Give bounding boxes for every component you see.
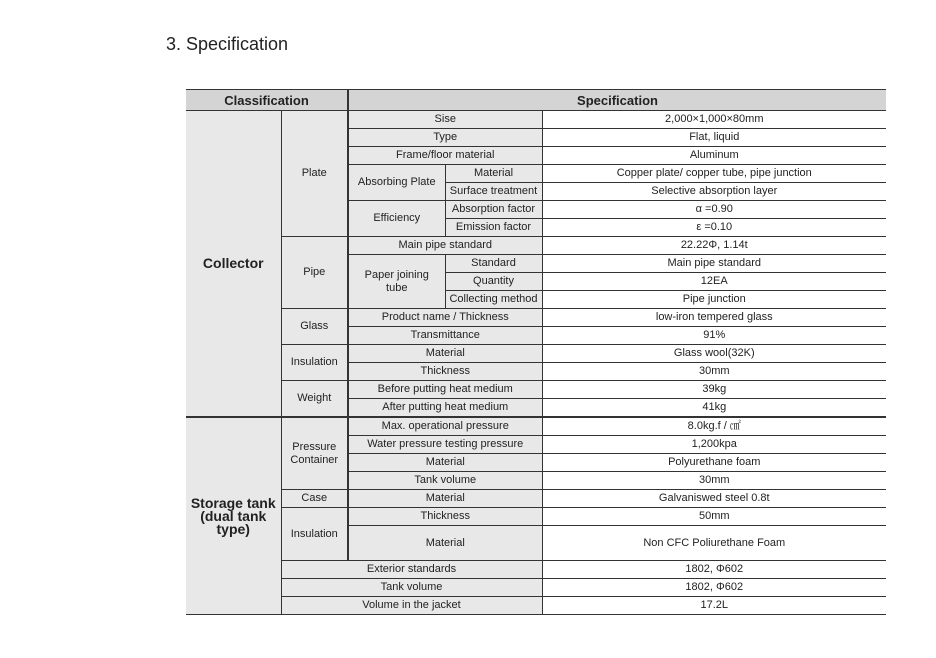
row-value: α =0.90: [542, 201, 886, 219]
subgroup-weight: Weight: [281, 381, 348, 418]
row-value: 30mm: [542, 472, 886, 490]
subgroup-insulation: Insulation: [281, 508, 348, 561]
page-title: 3. Specification: [166, 34, 289, 54]
row-value: Polyurethane foam: [542, 454, 886, 472]
row-value: low-iron tempered glass: [542, 309, 886, 327]
row-value: Selective absorption layer: [542, 183, 886, 201]
row-label: Before putting heat medium: [348, 381, 542, 399]
row-label: Quantity: [445, 273, 542, 291]
row-label: After putting heat medium: [348, 399, 542, 418]
row-value: Pipe junction: [542, 291, 886, 309]
row-value: 12EA: [542, 273, 886, 291]
row-label: Main pipe standard: [348, 237, 542, 255]
row-value: Non CFC Poliurethane Foam: [542, 526, 886, 561]
row-value: 1802, Φ602: [542, 561, 886, 579]
row-label: Emission factor: [445, 219, 542, 237]
row-value: 39kg: [542, 381, 886, 399]
subgroup-case: Case: [281, 490, 348, 508]
row-value: 41kg: [542, 399, 886, 418]
row-label: Volume in the jacket: [281, 597, 542, 615]
row-value: 22.22Φ, 1.14t: [542, 237, 886, 255]
item-absorbing-plate: Absorbing Plate: [348, 165, 445, 201]
row-label: Material: [445, 165, 542, 183]
row-value: Main pipe standard: [542, 255, 886, 273]
row-value: Copper plate/ copper tube, pipe junction: [542, 165, 886, 183]
table-row: [186, 417, 886, 436]
row-label: Water pressure testing pressure: [348, 436, 542, 454]
subgroup-plate: Plate: [281, 111, 348, 237]
row-value: 50mm: [542, 508, 886, 526]
row-label: Tank volume: [348, 472, 542, 490]
item-efficiency: Efficiency: [348, 201, 445, 237]
row-label: Absorption factor: [445, 201, 542, 219]
row-label: Thickness: [348, 508, 542, 526]
row-value: Galvaniswed steel 0.8t: [542, 490, 886, 508]
group-collector: Collector: [186, 111, 281, 418]
row-value: 17.2L: [542, 597, 886, 615]
row-label: Product name / Thickness: [348, 309, 542, 327]
header-classification: Classification: [186, 90, 348, 111]
table-row: [186, 508, 886, 526]
subgroup-glass: Glass: [281, 309, 348, 345]
table-row: [186, 345, 886, 363]
row-label: Surface treatment: [445, 183, 542, 201]
subgroup-pipe: Pipe: [281, 237, 348, 309]
table-row: [186, 597, 886, 615]
row-value: 30mm: [542, 363, 886, 381]
item-paper-joining-tube: Paper joining tube: [348, 255, 445, 309]
subgroup-insulation: Insulation: [281, 345, 348, 381]
row-label: Max. operational pressure: [348, 417, 542, 436]
row-value: ε =0.10: [542, 219, 886, 237]
row-value: 91%: [542, 327, 886, 345]
row-value: Flat, liquid: [542, 129, 886, 147]
table-row: [186, 381, 886, 399]
table-row: [186, 579, 886, 597]
row-value: 8.0kg.f / ㎠: [542, 417, 886, 436]
row-label: Material: [348, 490, 542, 508]
row-label: Type: [348, 129, 542, 147]
table-row: [186, 237, 886, 255]
row-value: 1802, Φ602: [542, 579, 886, 597]
row-label: Tank volume: [281, 579, 542, 597]
row-label: Frame/floor material: [348, 147, 542, 165]
row-label: Sise: [348, 111, 542, 129]
table-row: [186, 111, 886, 129]
table-header-row: [186, 90, 886, 111]
row-label: Transmittance: [348, 327, 542, 345]
row-value: 2,000×1,000×80mm: [542, 111, 886, 129]
subgroup-pressure-container: Pressure Container: [281, 417, 348, 490]
row-label: Collecting method: [445, 291, 542, 309]
row-label: Material: [348, 345, 542, 363]
row-label: Standard: [445, 255, 542, 273]
table-row: [186, 490, 886, 508]
table-row: [186, 309, 886, 327]
row-value: 1,200kpa: [542, 436, 886, 454]
table-row: [186, 561, 886, 579]
group-storage-tank: Storage tank (dual tank type): [186, 417, 281, 615]
header-specification: Specification: [348, 90, 886, 111]
row-value: Aluminum: [542, 147, 886, 165]
row-label: Thickness: [348, 363, 542, 381]
row-label: Material: [348, 454, 542, 472]
row-label: Exterior standards: [281, 561, 542, 579]
row-label: Material: [348, 526, 542, 561]
specification-table: [186, 89, 886, 615]
row-value: Glass wool(32K): [542, 345, 886, 363]
